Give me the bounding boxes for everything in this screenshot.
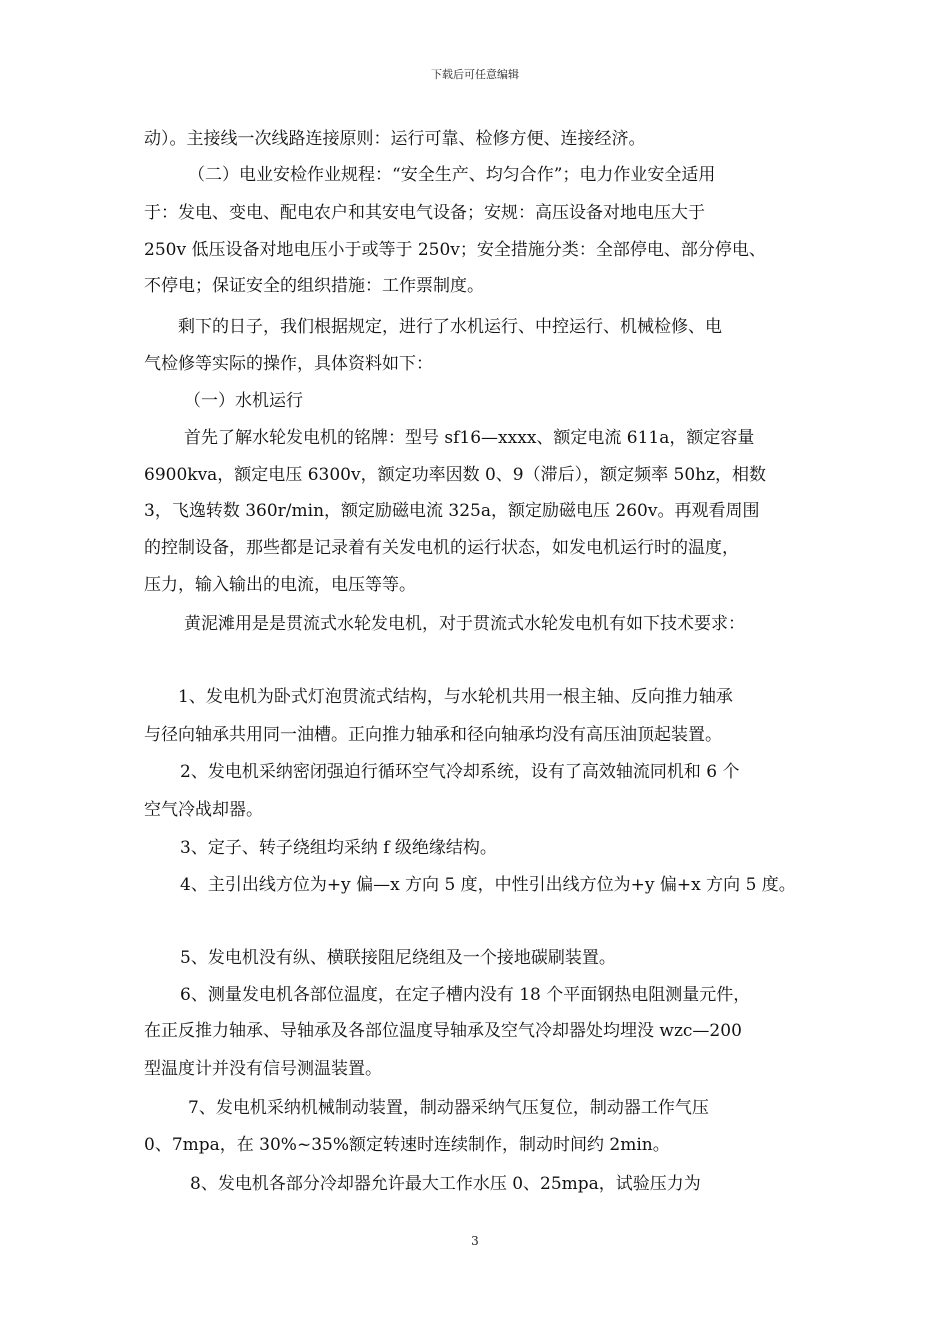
- list-item: 1、发电机为卧式灯泡贯流式结构，与水轮机共用一根主轴、反向推力轴承: [178, 687, 733, 707]
- list-item-continuation: 在正反推力轴承、导轴承及各部位温度导轴承及空气冷却器处均埋没 wzc—200: [144, 1021, 742, 1041]
- list-item: 7、发电机采纳机械制动装置，制动器采纳气压复位，制动器工作气压: [188, 1098, 709, 1118]
- list-item: 6、测量发电机各部位温度，在定子槽内没有 18 个平面钢热电阻测量元件，: [180, 985, 751, 1005]
- list-item-continuation: 空气冷战却器。: [144, 800, 263, 820]
- paragraph-line: 250v 低压设备对地电压小于或等于 250v；安全措施分类：全部停电、部分停电、: [144, 240, 766, 260]
- paragraph-line: 气检修等实际的操作，具体资料如下：: [144, 354, 433, 374]
- list-item-continuation: 0、7mpa，在 30%~35%额定转速时连续制作，制动时间约 2min。: [144, 1135, 670, 1155]
- list-item: 5、发电机没有纵、横联接阻尼绕组及一个接地碳刷装置。: [180, 948, 616, 968]
- paragraph-line: 剩下的日子，我们根据规定，进行了水机运行、中控运行、机械检修、电: [178, 317, 722, 337]
- list-item: 3、定子、转子绕组均采纳 f 级绝缘结构。: [180, 838, 497, 858]
- list-item: 8、发电机各部分冷却器允许最大工作水压 0、25mpa，试验压力为: [190, 1174, 701, 1194]
- page-number: 3: [471, 1234, 479, 1248]
- list-item-continuation: 型温度计并没有信号测温装置。: [144, 1059, 382, 1079]
- paragraph-line: 于：发电、变电、配电农户和其安电气设备；安规：高压设备对地电压大于: [144, 203, 705, 223]
- list-item: 2、发电机采纳密闭强迫行循环空气冷却系统，设有了高效轴流同机和 6 个: [180, 762, 740, 782]
- paragraph-line: 压力，输入输出的电流，电压等等。: [144, 575, 416, 595]
- paragraph-line: 黄泥滩用是是贯流式水轮发电机，对于贯流式水轮发电机有如下技术要求：: [184, 614, 745, 634]
- list-item-continuation: 与径向轴承共用同一油槽。正向推力轴承和径向轴承均没有高压油顶起装置。: [144, 725, 722, 745]
- paragraph-line: （二）电业安检作业规程：“安全生产、均匀合作”；电力作业安全适用: [188, 165, 716, 185]
- page-header: 下载后可任意编辑: [431, 68, 519, 81]
- paragraph-line: 6900kva，额定电压 6300v，额定功率因数 0、9（滞后），额定频率 50hz，相数: [144, 465, 767, 485]
- section-heading: （一）水机运行: [184, 391, 303, 411]
- paragraph-line: 的控制设备，那些都是记录着有关发电机的运行状态，如发电机运行时的温度，: [144, 538, 739, 558]
- paragraph-line: 3，飞逸转数 360r/min，额定励磁电流 325a，额定励磁电压 260v。再观看周围: [144, 501, 760, 521]
- paragraph-line: 动）。主接线一次线路连接原则：运行可靠、检修方便、连接经济。: [144, 129, 646, 149]
- list-item: 4、主引出线方位为+y 偏—x 方向 5 度，中性引出线方位为+y 偏+x 方向 5 度。: [180, 875, 796, 895]
- paragraph-line: 首先了解水轮发电机的铭牌：型号 sf16—xxxx、额定电流 611a，额定容量: [184, 428, 755, 448]
- paragraph-line: 不停电；保证安全的组织措施：工作票制度。: [144, 276, 484, 296]
